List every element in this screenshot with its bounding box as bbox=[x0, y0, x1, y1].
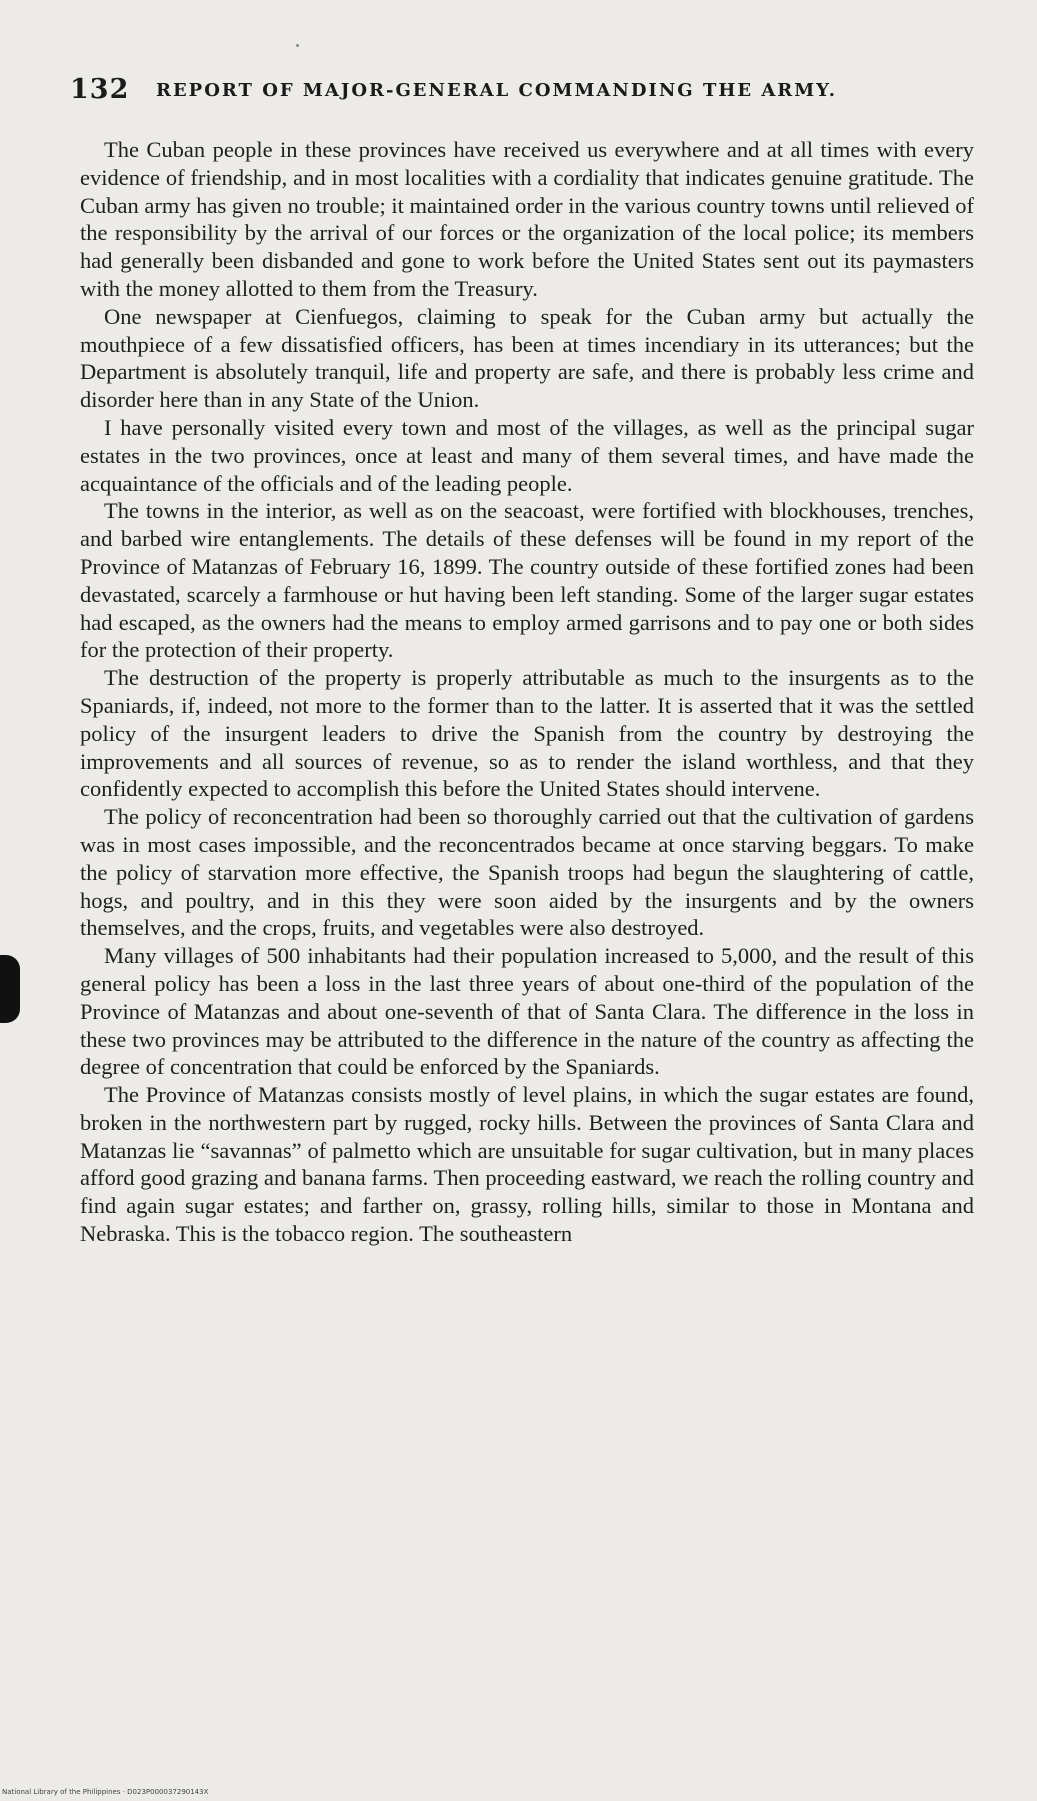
page-number: 132 bbox=[70, 74, 130, 105]
scan-edge-mark bbox=[0, 955, 20, 1023]
footer-credit: National Library of the Philippines · D023P000037290143X bbox=[2, 1788, 209, 1796]
body-text bbox=[80, 136, 974, 1248]
paragraph-3: I have personally visited every town and most of the villages, as well as the principal sugar estates in the two provinces, once at least and many of them several times, and have made the acquaintance of the officials and of the leading people. bbox=[80, 414, 974, 496]
paragraph-1: The Cuban people in these provinces have received us everywhere and at all times with every evidence of friendship, and in most localities with a cordiality that indicates genuine gratitude. The Cuban army has given no trouble; it maintained order in the various country towns until relieved of the responsibility by the arrival of our forces or the organization of the local police; its members had generally been disbanded and gone to work before the United States sent out its paymasters with the money allotted to them from the Treasury. bbox=[80, 137, 974, 301]
paragraph-6: The policy of reconcentration had been so thoroughly carried out that the cultivation of gardens was in most cases impossible, and the reconcentrados became at once starving beggars. To make the policy of starvation more effective, the Spanish troops had begun the slaughtering of cattle, hogs, and poultry, and in this they were soon aided by the insurgents and by the owners themselves, and the crops, fruits, and vegetables were also destroyed. bbox=[80, 804, 974, 941]
paragraph-4: The towns in the interior, as well as on the seacoast, were fortified with blockhouses, trenches, and barbed wire entanglements. The details of these defenses will be found in my report of the Province of Matanzas of February 16, 1899. The country outside of these fortified zones had been devastated, scarcely a farmhouse or hut having been left standing. Some of the larger sugar estates had escaped, as the owners had the means to employ armed garrisons and to pay one or both sides for the protection of their property. bbox=[80, 498, 974, 663]
paragraph-2: One newspaper at Cienfuegos, claiming to speak for the Cuban army but actually the mouthpiece of a few dissatisfied officers, has been at times incendiary in its utterances; but the Department is absolutely tranquil, life and property are safe, and there is probably less crime and disorder here than in any State of the Union. bbox=[80, 303, 974, 413]
page-header bbox=[70, 72, 974, 112]
paragraph-8: The Province of Matanzas consists mostly of level plains, in which the sugar estates are found, broken in the northwestern part by rugged, rocky hills. Between the provinces of Santa Clara and Matanzas lie “savannas” of palmetto which are unsuitable for sugar cultivation, but in many places afford good grazing and banana farms. Then proceeding eastward, we reach the rolling country and find again sugar estates; and farther on, grassy, rolling hills, similar to those in Montana and Nebraska. This is the tobacco region. The southeastern bbox=[80, 1082, 974, 1247]
paragraph-7: Many villages of 500 inhabitants had their population increased to 5,000, and the result of this general policy has been a loss in the last three years of about one-third of the population of the Province of Matanzas and about one-seventh of that of Santa Clara. The difference in the loss in these two provinces may be attributed to the difference in the nature of the country as affecting the degree of concentration that could be enforced by the Spaniards. bbox=[80, 943, 974, 1080]
running-title: REPORT OF MAJOR-GENERAL COMMANDING THE ARMY. bbox=[156, 80, 837, 101]
scan-speck bbox=[296, 44, 299, 47]
paragraph-5: The destruction of the property is properly attributable as much to the insurgents as to the Spaniards, if, indeed, not more to the former than to the latter. It is asserted that it was the settled policy of the insurgent leaders to drive the Spanish from the country by destroying the improvements and all sources of revenue, so as to render the island worthless, and that they confidently expected to accomplish this before the United States should intervene. bbox=[80, 665, 974, 802]
